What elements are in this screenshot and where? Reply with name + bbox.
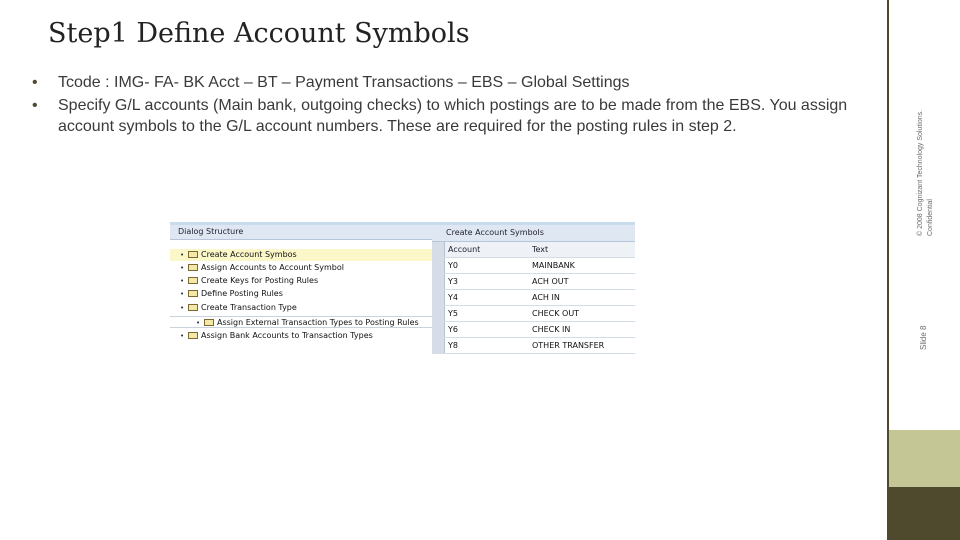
text-cell: CHECK IN <box>532 325 571 334</box>
right-band <box>887 0 960 540</box>
account-cell: Y4 <box>448 293 458 302</box>
tree-node-assign-bank-accounts[interactable]: • Assign Bank Accounts to Transaction Types <box>180 331 373 340</box>
folder-icon <box>188 332 198 339</box>
column-header-text[interactable]: Text <box>532 245 549 254</box>
folder-icon <box>188 277 198 284</box>
slide-title: Step1 Define Account Symbols <box>48 18 470 49</box>
account-symbols-table <box>432 225 635 367</box>
dialog-structure-header: Dialog Structure <box>170 225 432 240</box>
bullet-icon: • <box>196 319 201 327</box>
row-selector[interactable] <box>432 258 445 273</box>
table-title: Create Account Symbols <box>432 225 635 242</box>
text-cell: MAINBANK <box>532 261 575 270</box>
account-cell: Y3 <box>448 277 458 286</box>
dialog-structure-panel <box>170 225 433 367</box>
copyright-text: © 2008 Cognizant Technology Solutions. <box>917 109 924 236</box>
account-cell: Y0 <box>448 261 458 270</box>
bullet-list <box>30 72 880 139</box>
bullet-icon: • <box>180 251 185 259</box>
account-cell: Y8 <box>448 341 458 350</box>
bullet-icon: • <box>180 277 185 285</box>
table-row[interactable] <box>432 306 635 322</box>
tree-node-assign-external-types[interactable]: • Assign External Transaction Types to Posting Rules <box>170 316 432 328</box>
row-selector[interactable] <box>432 290 445 305</box>
folder-icon <box>188 304 198 311</box>
tree-node-create-keys[interactable]: • Create Keys for Posting Rules <box>180 276 319 285</box>
folder-icon <box>188 251 198 258</box>
row-selector[interactable] <box>432 274 445 289</box>
text-cell: ACH IN <box>532 293 560 302</box>
table-row[interactable] <box>432 258 635 274</box>
tree-node-create-account-symbols[interactable]: • Create Account Symbos <box>170 249 432 261</box>
slide-number: Slide 8 <box>919 325 928 350</box>
select-all-cell[interactable] <box>432 242 445 257</box>
band-bottom <box>887 487 960 540</box>
folder-icon <box>188 290 198 297</box>
bullet-tcode: • Tcode : IMG- FA- BK Acct – BT – Payment Transactions – EBS – Global Settings <box>30 72 880 93</box>
folder-icon <box>188 264 198 271</box>
bullet-icon: • <box>180 264 185 272</box>
confidential-text: Confidential <box>927 199 934 236</box>
table-header-row <box>432 242 635 258</box>
text-cell: OTHER TRANSFER <box>532 341 605 350</box>
text-cell: CHECK OUT <box>532 309 580 318</box>
bullet-specify: • Specify G/L accounts (Main bank, outgoing checks) to which postings are to be made from the EBS. You assign account symbols to the G/L account numbers. These are required for the posting rules in step 2. <box>30 95 880 137</box>
table-row[interactable] <box>432 338 635 354</box>
table-row[interactable] <box>432 322 635 338</box>
table-row[interactable] <box>432 290 635 306</box>
column-header-account[interactable]: Account <box>448 245 481 254</box>
sap-screenshot <box>170 222 635 370</box>
tree-node-assign-accounts[interactable]: • Assign Accounts to Account Symbol <box>180 263 344 272</box>
row-selector[interactable] <box>432 322 445 337</box>
bullet-icon: • <box>180 304 185 312</box>
bullet-icon: • <box>180 332 185 340</box>
tree-node-create-transaction-type[interactable]: • Create Transaction Type <box>180 303 297 312</box>
folder-icon <box>204 319 214 326</box>
row-selector[interactable] <box>432 306 445 321</box>
text-cell: ACH OUT <box>532 277 569 286</box>
account-cell: Y6 <box>448 325 458 334</box>
table-row[interactable] <box>432 274 635 290</box>
account-cell: Y5 <box>448 309 458 318</box>
row-selector[interactable] <box>432 338 445 353</box>
bullet-icon: • <box>180 290 185 298</box>
band-mid <box>887 430 960 487</box>
tree-node-define-posting-rules[interactable]: • Define Posting Rules <box>180 289 283 298</box>
